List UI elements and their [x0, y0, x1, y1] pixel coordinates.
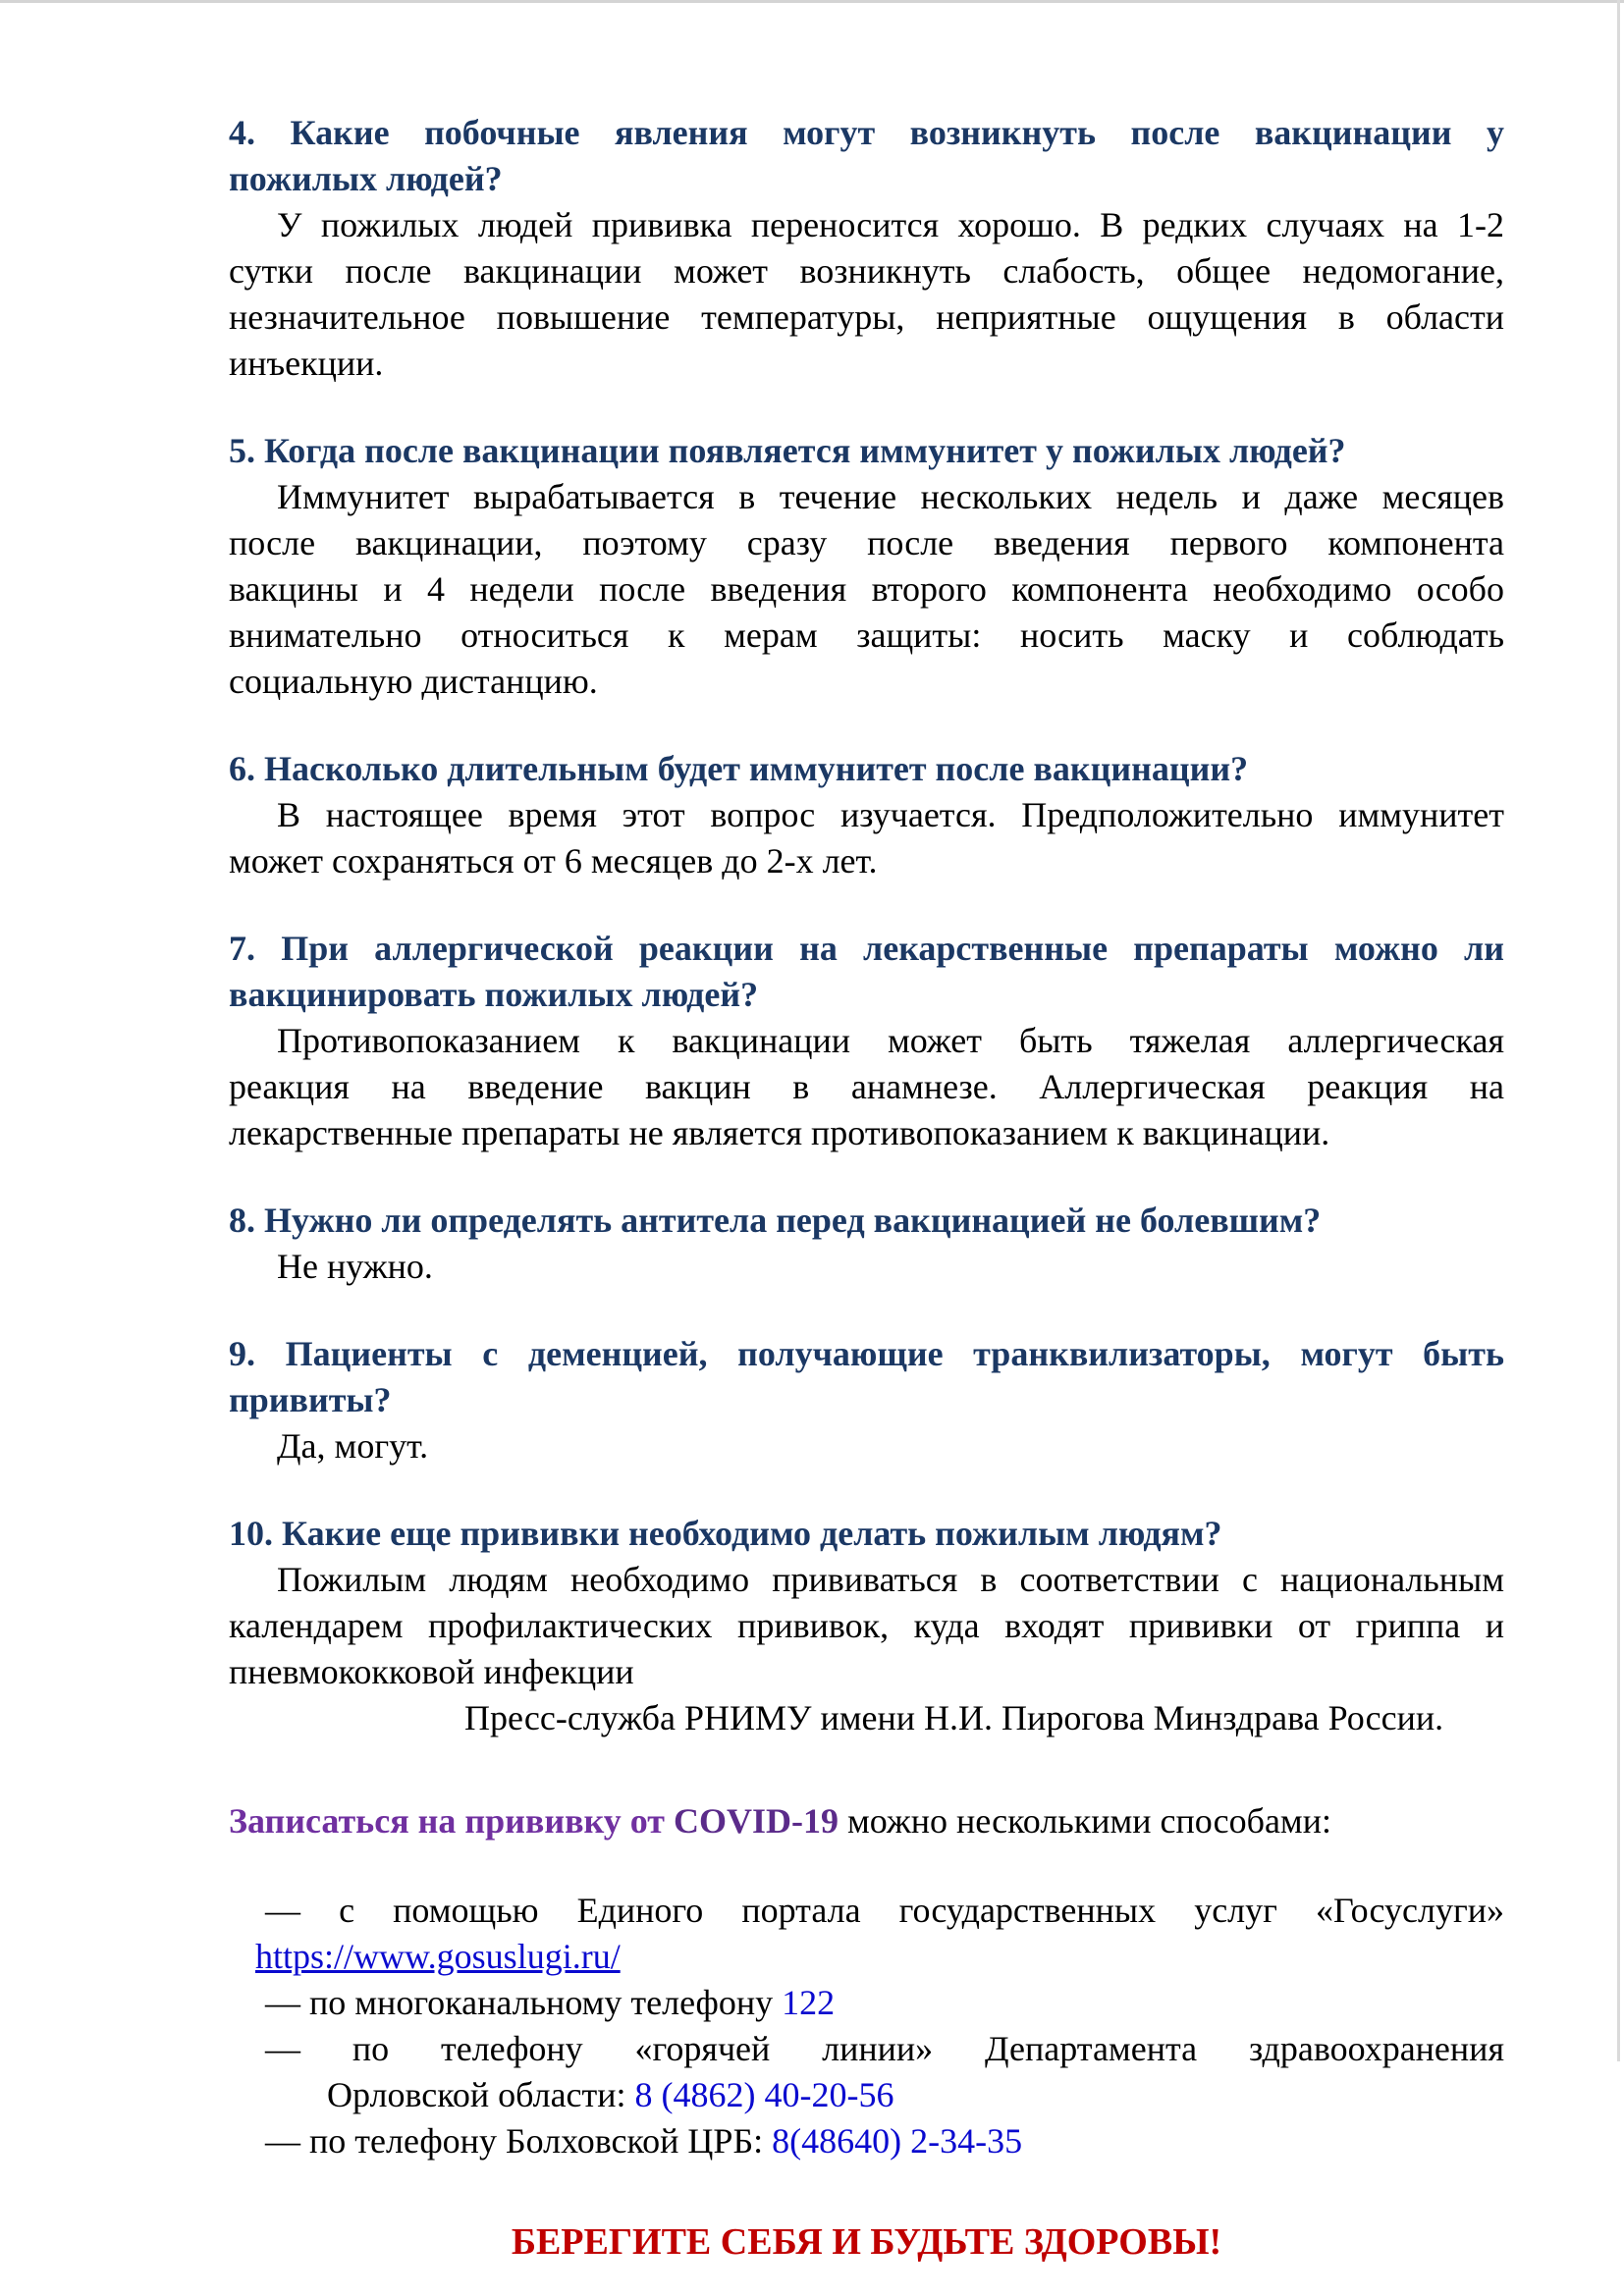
question-10-answer-line: календарем профилактических прививок, куда входят прививки от гриппа и [229, 1606, 1504, 1645]
phone-122-number: 122 [782, 1983, 836, 2022]
question-9-heading-line: 9. Пациенты с деменцией, получающие транквилизаторы, могут быть [229, 1334, 1504, 1373]
question-8-heading-line: 8. Нужно ли определять антитела перед вакцинацией не болевшим? [229, 1201, 1322, 1240]
question-4-answer-line: сутки после вакцинации может возникнуть слабость, общее недомогание, [229, 251, 1504, 291]
gosuslugi-link[interactable]: https://www.gosuslugi.ru/ [255, 1937, 621, 1976]
stay-healthy-slogan: БЕРЕГИТЕ СЕБЯ И БУДЬТЕ ЗДОРОВЫ! [511, 2221, 1222, 2263]
question-6-heading-line: 6. Насколько длительным будет иммунитет после вакцинации? [229, 749, 1249, 788]
question-5-answer-line: после вакцинации, поэтому сразу после введения первого компонента [229, 523, 1504, 562]
question-10-block [229, 1511, 1504, 1741]
signup-method-phone-122 [265, 1980, 1504, 2026]
question-6-answer-line: может сохраняться от 6 месяцев до 2-х лет. [229, 841, 878, 881]
hotline-region-label: Орловской области: [327, 2075, 635, 2114]
question-8-block [229, 1198, 1504, 1290]
question-5-answer-line: внимательно относиться к мерам защиты: носить маску и соблюдать [229, 615, 1504, 655]
signup-method-hotline: — по телефону «горячей линии» Департамента здравоохранения [265, 2029, 1504, 2068]
question-4-heading-line: 4. Какие побочные явления могут возникнуть после вакцинации у [229, 113, 1504, 152]
question-6-block [229, 746, 1504, 884]
crb-phone-label: — по телефону Болховской ЦРБ: [265, 2121, 773, 2161]
question-9-heading-line: привиты? [229, 1380, 392, 1419]
question-4-answer-line: незначительное повышение температуры, неприятные ощущения в области [229, 297, 1504, 337]
question-5-heading-line: 5. Когда после вакцинации появляется иммунитет у пожилых людей? [229, 431, 1346, 470]
phone-122-label: — по многоканальному телефону [265, 1983, 783, 2022]
signup-lead-line [229, 1798, 1504, 1844]
covid-19-label: COVID-19 [674, 1801, 839, 1841]
question-4-heading-line: пожилых людей? [229, 159, 503, 198]
signup-method-crb [265, 2118, 1504, 2164]
question-10-answer-line: пневмококковой инфекции [229, 1652, 634, 1691]
question-10-heading-line: 10. Какие еще прививки необходимо делать пожилым людям? [229, 1514, 1222, 1553]
question-4-block [229, 110, 1504, 387]
question-7-answer-line: Противопоказанием к вакцинации может быть тяжелая аллергическая [277, 1021, 1504, 1060]
question-5-block [229, 428, 1504, 705]
question-8-answer-line: Не нужно. [277, 1247, 433, 1286]
question-6-answer-line: В настоящее время этот вопрос изучается. Предположительно иммунитет [277, 795, 1504, 834]
question-5-answer-line: социальную дистанцию. [229, 662, 598, 701]
scan-artifact-right-edge [1617, 0, 1620, 2061]
crb-phone-number: 8(48640) 2-34-35 [772, 2121, 1023, 2161]
signup-lead-purple-text: Записаться на прививку от [229, 1801, 674, 1841]
signup-method-gosuslugi: — с помощью Единого портала государственных услуг «Госуслуги» [265, 1891, 1504, 1930]
question-9-answer-line: Да, могут. [277, 1426, 429, 1466]
question-4-answer-line: У пожилых людей прививка переносится хорошо. В редких случаях на 1-2 [277, 205, 1504, 244]
gosuslugi-link-line [255, 1934, 1504, 1980]
press-service-attribution: Пресс-служба РНИМУ имени Н.И. Пирогова Минздрава России. [464, 1698, 1444, 1737]
question-7-answer-line: лекарственные препараты не является противопоказанием к вакцинации. [229, 1113, 1330, 1152]
question-7-heading-line: вакцинировать пожилых людей? [229, 975, 759, 1014]
question-10-answer-line: Пожилым людям необходимо прививаться в соответствии с национальным [277, 1560, 1504, 1599]
question-5-answer-line: вакцины и 4 недели после введения второго компонента необходимо особо [229, 569, 1504, 609]
question-5-answer-line: Иммунитет вырабатывается в течение нескольких недель и даже месяцев [277, 477, 1504, 516]
question-4-answer-line: инъекции. [229, 344, 384, 383]
signup-lead-tail-text: можно несколькими способами: [839, 1801, 1331, 1841]
hotline-phone-number: 8 (4862) 40-20-56 [634, 2075, 894, 2114]
question-7-heading-line: 7. При аллергической реакции на лекарственные препараты можно ли [229, 929, 1504, 968]
signup-methods-list [229, 1888, 1504, 2164]
question-7-answer-line: реакция на введение вакцин в анамнезе. Аллергическая реакция на [229, 1067, 1504, 1106]
question-9-block [229, 1331, 1504, 1469]
hotline-region-line [327, 2072, 1504, 2118]
scan-artifact-top-edge [0, 0, 1624, 3]
question-7-block [229, 926, 1504, 1156]
